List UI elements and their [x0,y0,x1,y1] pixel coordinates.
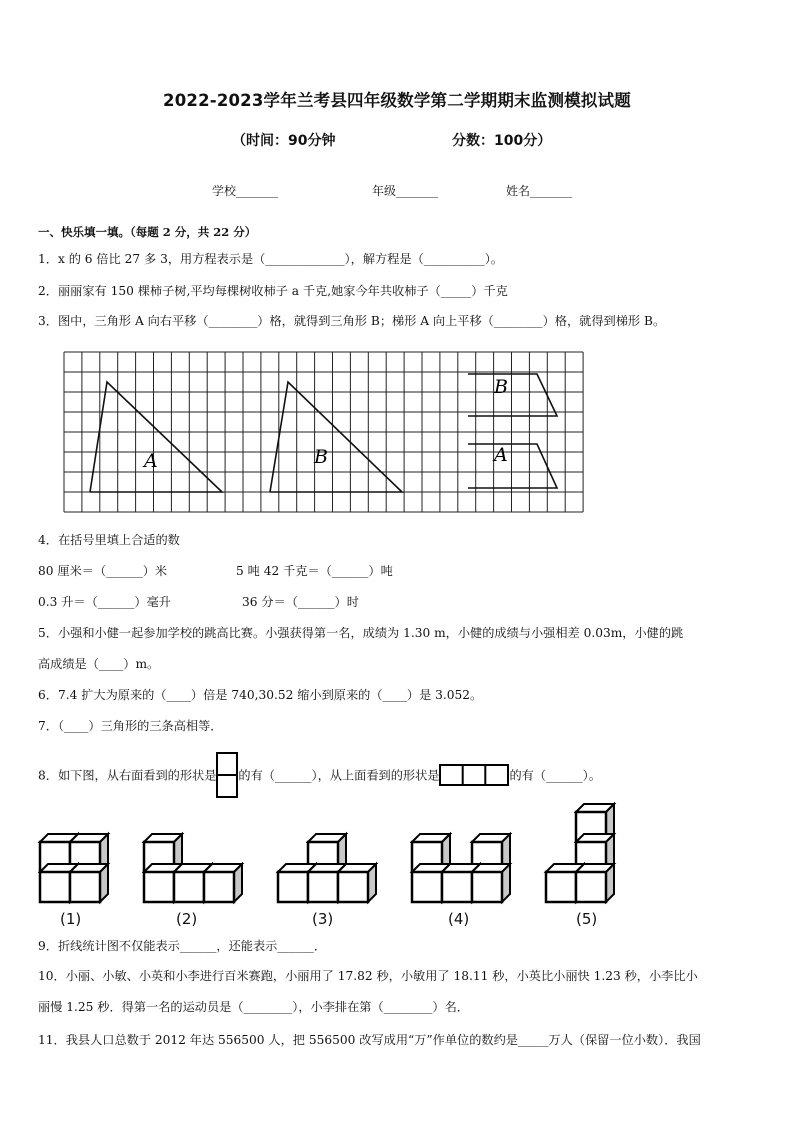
question-8-part1: 8．如下图，从右面看到的形状是 [38,768,217,783]
trapezoid-a [468,444,557,488]
question-11: 11．我县人口总数于 2012 年达 556500 人，把 556500 改写成用“万”作单位的数约是_____万人（保留一位小数）．我国 [38,1033,701,1047]
triangle-a [90,382,222,492]
cube-figures [30,800,630,932]
question-4a: 80 厘米＝（______）米 [38,564,168,578]
question-7: 7．（____）三角形的三条高相等． [38,719,223,733]
school-field[interactable]: 学校_______ [212,184,279,198]
exam-time: （时间：90分钟 [232,133,336,149]
question-5-line1: 5．小强和小健一起参加学校的跳高比赛。小强获得第一名，成绩为 1.30 m，小健的成绩与小强相差 0.03m，小健的跳 [38,626,684,640]
cube [576,864,614,902]
question-1: 1．x 的 6 倍比 27 多 3，用方程表示是（_____________），解方程是（__________）。 [38,252,503,266]
cube [472,864,510,902]
page-title: 2022-2023学年兰考县四年级数学第二学期期末监测模拟试题 [163,91,631,110]
question-4b: 5 吨 42 千克＝（______）吨 [236,564,393,578]
cube-label-2: (2) [176,910,198,928]
question-4: 4．在括号里填上合适的数 [38,533,180,547]
label-trapezoid-b: B [494,376,508,398]
label-triangle-a: A [144,450,158,472]
top-view-shape-icon [439,764,509,786]
question-6: 6．7.4 扩大为原来的（____）倍是 740,30.52 缩小到原来的（____）是 3.052。 [38,688,483,702]
question-4c: 0.3 升＝（______）毫升 [38,595,171,609]
trapezoid-b [468,374,557,416]
question-9: 9．折线统计图不仅能表示______，还能表示______． [38,939,327,953]
cube-groups [40,804,614,902]
cube [70,864,108,902]
right-view-shape-icon [216,752,238,798]
question-10-line2: 丽慢 1.25 秒．得第一名的运动员是（________），小李排在第（________）名． [38,1000,469,1014]
translation-grid-figure [60,348,586,518]
grade-field[interactable]: 年级_______ [372,184,439,198]
exam-score: 分数：100分） [452,133,552,149]
cube-label-3: (3) [312,910,334,928]
question-4d: 36 分＝（______）时 [242,595,359,609]
question-8 [38,752,601,798]
question-2: 2．丽丽家有 150 棵柿子树,平均每棵树收柿子 a 千克,她家今年共收柿子（_____）千克 [38,284,508,298]
cube-label-4: (4) [448,910,470,928]
label-triangle-b: B [314,446,328,468]
cube-label-1: (1) [60,910,82,928]
question-10-line1: 10．小丽、小敏、小英和小李进行百米赛跑，小丽用了 17.82 秒，小敏用了 18.11 秒，小英比小丽快 1.23 秒，小李比小 [38,969,698,983]
cube-label-5: (5) [576,910,598,928]
question-8-part2: 的有（______），从上面看到的形状是 [238,768,440,783]
cube [204,864,242,902]
question-8-part3: 的有（______）。 [509,768,601,783]
triangle-b [270,382,402,492]
label-trapezoid-a: A [494,444,508,466]
section-heading: 一、快乐填一填。（每题 2 分，共 22 分） [38,225,257,239]
question-5-line2: 高成绩是（____）m。 [38,657,160,671]
name-field[interactable]: 姓名_______ [506,184,573,198]
cube [338,864,376,902]
question-3: 3．图中，三角形 A 向右平移（________）格，就得到三角形 B；梯形 A 向上平移（________）格，就得到梯形 B。 [38,314,666,328]
